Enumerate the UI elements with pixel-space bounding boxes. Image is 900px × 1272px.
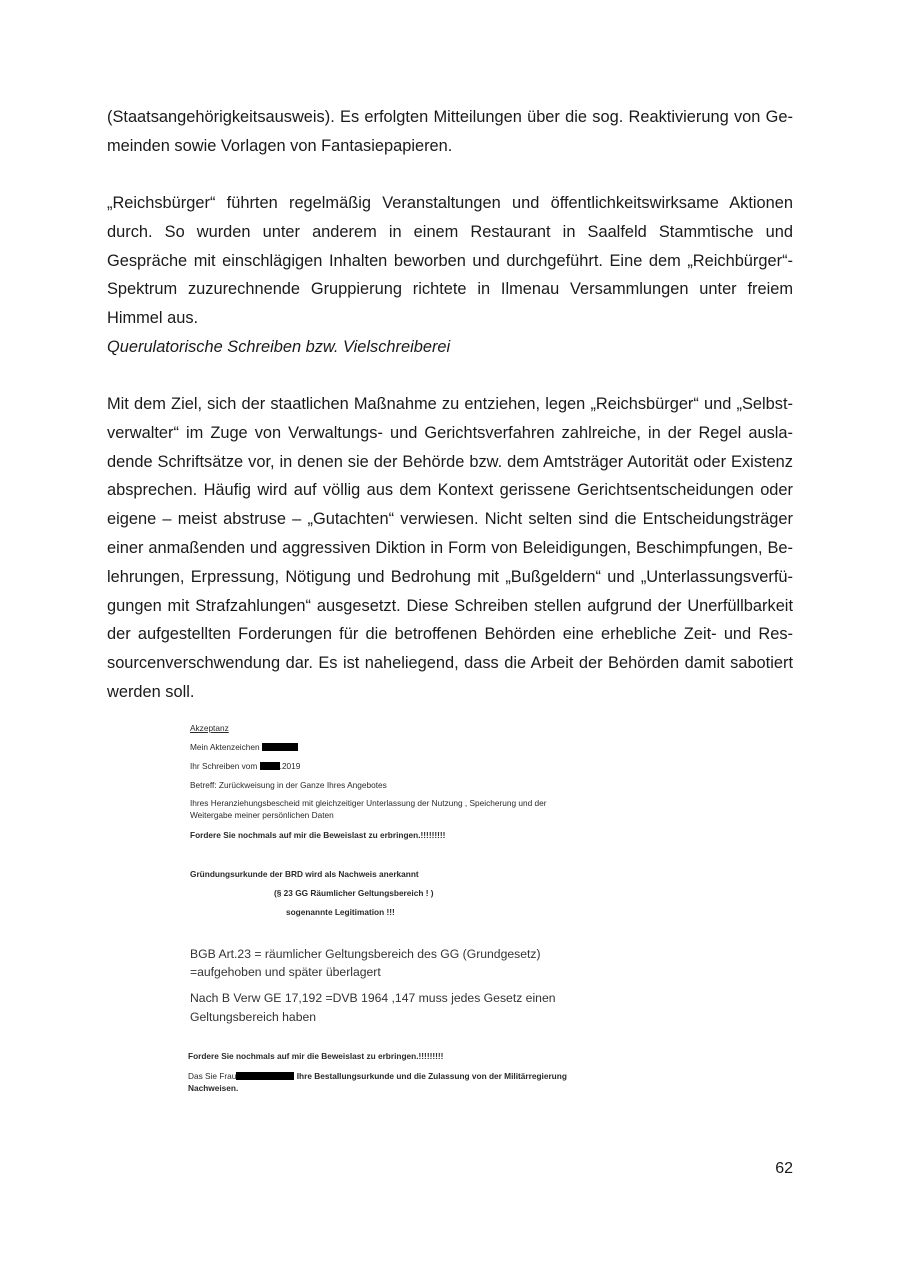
scan-bescheid-line2: Weitergabe meiner persönlichen Daten <box>190 810 334 820</box>
section-heading: Querulatorische Schreiben bzw. Vielschreiberei <box>107 338 451 356</box>
page-number: 62 <box>775 1160 793 1177</box>
scan-fordere-first: Fordere Sie nochmals auf mir die Beweislast zu erbringen.!!!!!!!!! <box>190 830 446 840</box>
scan-schreiben-line <box>190 761 300 772</box>
scan-urkunde-line1: Gründungsurkunde der BRD wird als Nachweis anerkannt <box>190 869 419 879</box>
scan-schreiben-suffix: .2019 <box>279 761 301 771</box>
paragraph-querulatorische-schreiben: Mit dem Ziel, sich der staatlichen Maßnahme zu entziehen, legen „Reichsbürger“ und „Selbstverwalter“ im Zuge von Verwaltungs- und Gerichtsverfahren zahlreiche, in der Regel ausladende Schriftsätze vor, in denen sie der Behörde bzw. dem Amtsträger Autorität oder Existenz absprechen. Häufig wird auf völlig aus dem Kontext gerissene Gerichtsentscheidungen oder eigene – meist abstruse – „Gutachten“ verwiesen. Nicht selten sind die Entscheidungsträger einer anmaßenden und aggressiven Diktion in Form von Beleidigungen, Beschimpfungen, Belehrungen, Erpressung, Nötigung und Bedrohung mit „Bußgeldern“ und „Unterlassungsverfügungen mit Strafzahlungen“ ausgesetzt. Diese Schreiben stellen aufgrund der Unerfüllbarkeit der aufgestellten Forderungen für die betroffenen Behörden eine erhebliche Zeit- und Ressourcenverschwendung dar. Es ist naheliegend, dass die Arbeit der Behörden damit sabotiert werden soll. <box>107 395 793 701</box>
scan-verw-line1: Nach B Verw GE 17,192 =DVB 1964 ,147 muss jedes Gesetz einen <box>190 991 556 1005</box>
scan-urkunde-line3: sogenannte Legitimation !!! <box>286 907 395 917</box>
scan-bescheid-line1: Ihres Heranziehungsbescheid mit gleichzeitiger Unterlassung der Nutzung , Speicherung und der <box>190 798 547 808</box>
scanned-letter-excerpt <box>190 720 590 1110</box>
scan-bgb-line1: BGB Art.23 = räumlicher Geltungsbereich des GG (Grundgesetz) <box>190 947 541 961</box>
scan-frau-line2: Nachweisen. <box>188 1083 239 1093</box>
scan-frau-suffix: Ihre Bestallungsurkunde und die Zulassung von der Militärregierung <box>296 1071 567 1081</box>
scan-urkunde-line2: (§ 23 GG Räumlicher Geltungsbereich ! ) <box>274 888 434 898</box>
scan-bgb-line2: =aufgehoben und später überlagert <box>190 965 381 979</box>
paragraph-staatsangehoerigkeit: (Staatsangehörigkeitsausweis). Es erfolgten Mitteilungen über die sog. Reaktivierung von Gemeinden sowie Vorlagen von Fantasiepapieren. <box>107 108 793 155</box>
redaction-bar <box>260 762 280 770</box>
scan-betreff: Betreff: Zurückweisung in der Ganze Ihres Angebotes <box>190 780 387 790</box>
redaction-bar <box>236 1072 294 1080</box>
scan-frau-line1 <box>188 1071 567 1082</box>
scan-aktenzeichen-line <box>190 742 298 753</box>
redaction-bar <box>262 743 298 751</box>
scan-aktenzeichen: Mein Aktenzeichen <box>190 742 260 752</box>
scan-schreiben-prefix: Ihr Schreiben vom <box>190 761 258 771</box>
paragraph-veranstaltungen: „Reichsbürger“ führten regelmäßig Veranstaltungen und öffentlichkeitswirksame Aktionen durch. So wurden unter anderem in einem Restaurant in Saalfeld Stammtische und Gespräche mit einschlägigen Inhalten beworben und durchgeführt. Eine dem „Reichbürger“-Spektrum zuzurechnende Gruppierung richtete in Ilmenau Versammlungen unter freiem Himmel aus. <box>107 194 793 328</box>
scan-title: Akzeptanz <box>190 723 229 733</box>
scan-verw-line2: Geltungsbereich haben <box>190 1010 317 1024</box>
scan-frau-prefix: Das Sie Frau <box>188 1071 237 1081</box>
scan-fordere-second: Fordere Sie nochmals auf mir die Beweislast zu erbringen.!!!!!!!!! <box>188 1051 444 1061</box>
